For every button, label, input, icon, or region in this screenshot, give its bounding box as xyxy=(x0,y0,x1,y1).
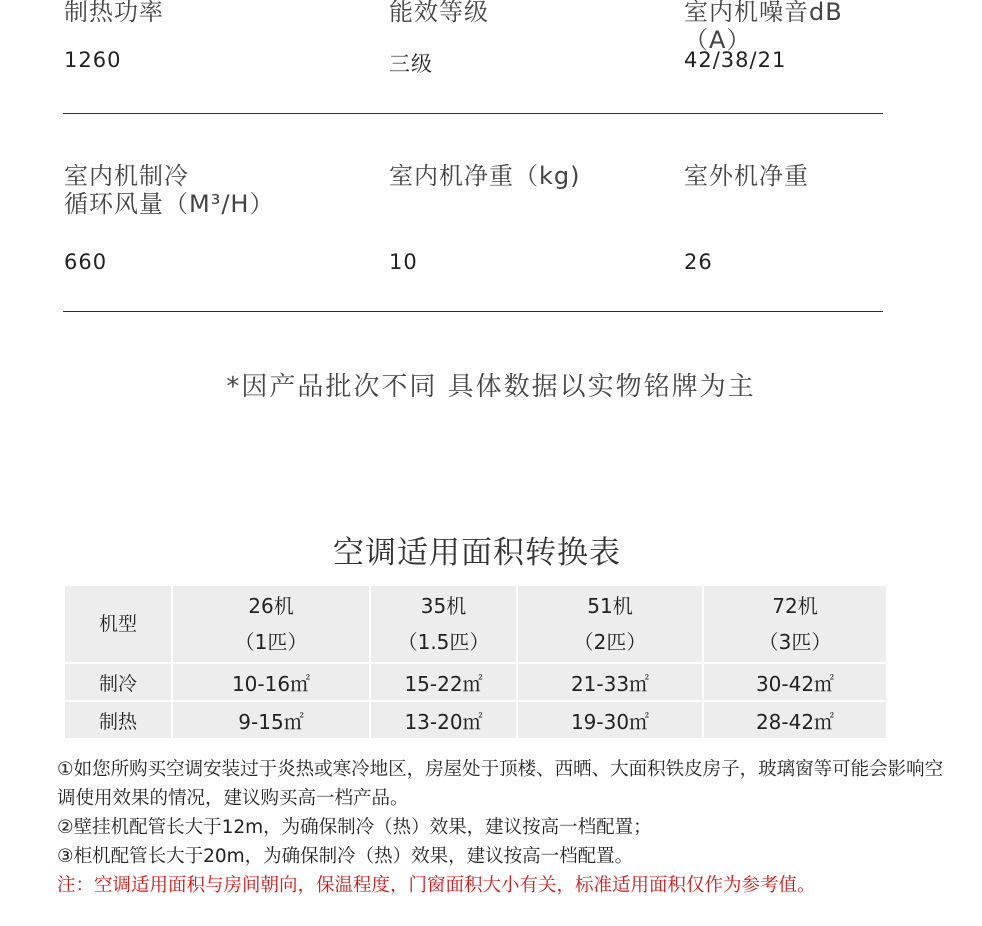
model-hp: （3匹） xyxy=(758,630,832,654)
spec-value: 1260 xyxy=(64,48,122,72)
table-row-heating xyxy=(64,701,887,739)
table-header-cell xyxy=(172,585,370,663)
table-cell: 30-42㎡ xyxy=(703,663,887,701)
spec-row xyxy=(63,0,883,114)
table-header-cell xyxy=(517,585,703,663)
table-cell: 21-33㎡ xyxy=(517,663,703,701)
model-name: 72机 xyxy=(772,594,818,618)
warning-note: 注：空调适用面积与房间朝向，保温程度，门窗面积大小有关，标准适用面积仅作为参考值。 xyxy=(57,875,816,896)
model-hp: （1.5匹） xyxy=(397,630,490,654)
table-cell: 9-15㎡ xyxy=(172,701,370,739)
spec-heating-power xyxy=(64,0,164,72)
note-item: ③柜机配管长大于20m，为确保制冷（热）效果，建议按高一档配置。 xyxy=(57,846,634,867)
spec-label: 室内机净重（kg) xyxy=(389,162,581,190)
model-hp: （1匹） xyxy=(234,630,308,654)
spec-indoor-noise xyxy=(684,0,883,72)
model-name: 51机 xyxy=(587,594,633,618)
spec-label: 室内机制冷 循环风量（M³/H） xyxy=(64,162,275,218)
table-header-cell xyxy=(370,585,517,663)
spec-value: 660 xyxy=(64,250,108,274)
table-row-cooling xyxy=(64,663,887,701)
spec-indoor-weight xyxy=(389,114,581,274)
table-cell: 13-20㎡ xyxy=(370,701,517,739)
spec-airflow xyxy=(64,114,275,274)
spec-label: 制热功率 xyxy=(64,0,164,26)
spec-label: 能效等级 xyxy=(389,0,489,26)
spec-value: 42/38/21 xyxy=(684,48,787,72)
spec-value: 26 xyxy=(684,250,713,274)
model-name: 26机 xyxy=(248,594,294,618)
table-title: 空调适用面积转换表 xyxy=(333,535,621,571)
spec-label: 室外机净重 xyxy=(684,162,809,190)
spec-grid xyxy=(63,0,883,312)
spec-outdoor-weight xyxy=(684,114,809,274)
spec-row xyxy=(63,114,883,312)
table-cell: 15-22㎡ xyxy=(370,663,517,701)
batch-notice: *因产品批次不同 具体数据以实物铭牌为主 xyxy=(226,372,756,402)
row-label: 制热 xyxy=(64,701,172,739)
table-header-cell xyxy=(703,585,887,663)
model-hp: （2匹） xyxy=(573,630,647,654)
spec-label: 室内机噪音dB（A） xyxy=(684,0,843,54)
table-cell: 28-42㎡ xyxy=(703,701,887,739)
spec-energy-grade xyxy=(389,0,489,76)
table-header-row xyxy=(64,585,887,663)
notes-section xyxy=(57,755,957,900)
spec-value: 三级 xyxy=(389,52,433,76)
model-name: 35机 xyxy=(420,594,467,618)
table-cell: 10-16㎡ xyxy=(172,663,370,701)
note-item: ①如您所购买空调安装过于炎热或寒冷地区，房屋处于顶楼、西晒、大面积铁皮房子，玻璃窗等可能会影响空调使用效果的情况，建议购买高一档产品。 xyxy=(57,759,944,809)
note-item: ②壁挂机配管长大于12m，为确保制冷（热）效果，建议按高一档配置； xyxy=(57,817,652,838)
table-cell: 19-30㎡ xyxy=(517,701,703,739)
area-conversion-table xyxy=(63,584,888,740)
table-corner-cell: 机型 xyxy=(64,585,172,663)
row-label: 制冷 xyxy=(64,663,172,701)
spec-value: 10 xyxy=(389,250,418,274)
